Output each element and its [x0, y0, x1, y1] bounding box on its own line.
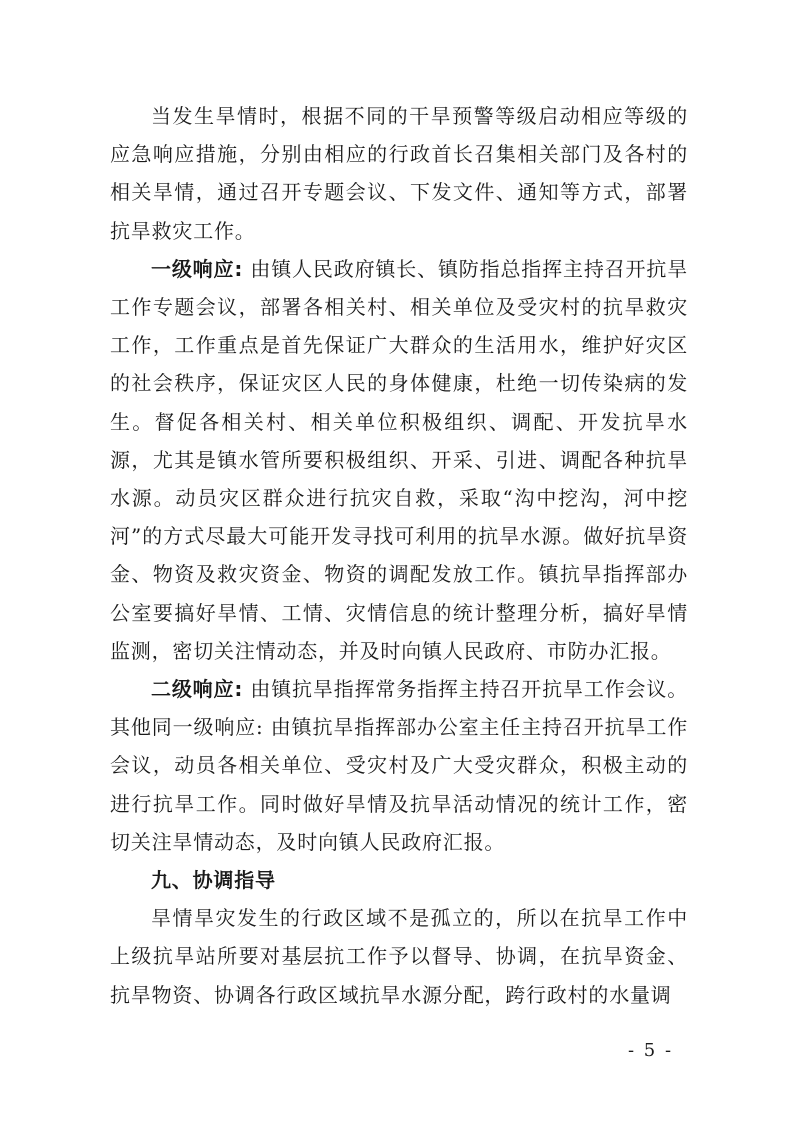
document-body [110, 97, 688, 1014]
paragraph-intro-text: 当发生旱情时，根据不同的干旱预警等级启动相应等级的应急响应措施，分别由相应的行政首长召集相关部门及各村的相关旱情，通过召开专题会议、下发文件、通知等方式，部署抗旱救灾工作。 [110, 104, 688, 243]
paragraph-intro [110, 97, 688, 250]
level-one-response-label: 一级响应: [151, 256, 244, 281]
paragraph-level-one-response [110, 250, 688, 670]
level-one-response-text: 由镇人民政府镇长、镇防指总指挥主持召开抗旱工作专题会议，部署各相关村、相关单位及受灾村的抗旱救灾工作，工作重点是首先保证广大群众的生活用水，维护好灾区的社会秩序，保证灾区人民的身体健康，杜绝一切传染病的发生。督促各相关村、相关单位积极组织、调配、开发抗旱水源，尤其是镇水管所要积极组织、开采、引进、调配各种抗旱水源。动员灾区群众进行抗灾自救，采取“沟中挖沟，河中挖河”的方式尽最大可能开发寻找可利用的抗旱水源。做好抗旱资金、物资及救灾资金、物资的调配发放工作。镇抗旱指挥部办公室要搞好旱情、工情、灾情信息的统计整理分析，搞好旱情监测，密切关注情动态，并及时向镇人民政府、市防办汇报。 [110, 256, 688, 663]
paragraph-level-two-response [110, 670, 688, 861]
section-heading: 九、协调指导 [151, 868, 276, 893]
level-two-response-text: 由镇抗旱指挥常务指挥主持召开抗旱工作会议。其他同一级响应: 由镇抗旱指挥部办公室主任主持召开抗旱工作会议，动员各相关单位、受灾村及广大受灾群众，积极主动的进行抗旱工作。同时做好旱情及抗旱活动情况的统计工作，密切关注旱情动态，及时向镇人民政府汇报。 [110, 677, 688, 854]
page-number: - 5 - [628, 1040, 674, 1061]
paragraph-coordination [110, 899, 688, 1014]
level-two-response-label: 二级响应: [151, 677, 244, 702]
paragraph-coordination-text: 旱情旱灾发生的行政区域不是孤立的，所以在抗旱工作中上级抗旱站所要对基层抗工作予以督导、协调，在抗旱资金、抗旱物资、协调各行政区域抗旱水源分配，跨行政村的水量调 [110, 906, 688, 1007]
